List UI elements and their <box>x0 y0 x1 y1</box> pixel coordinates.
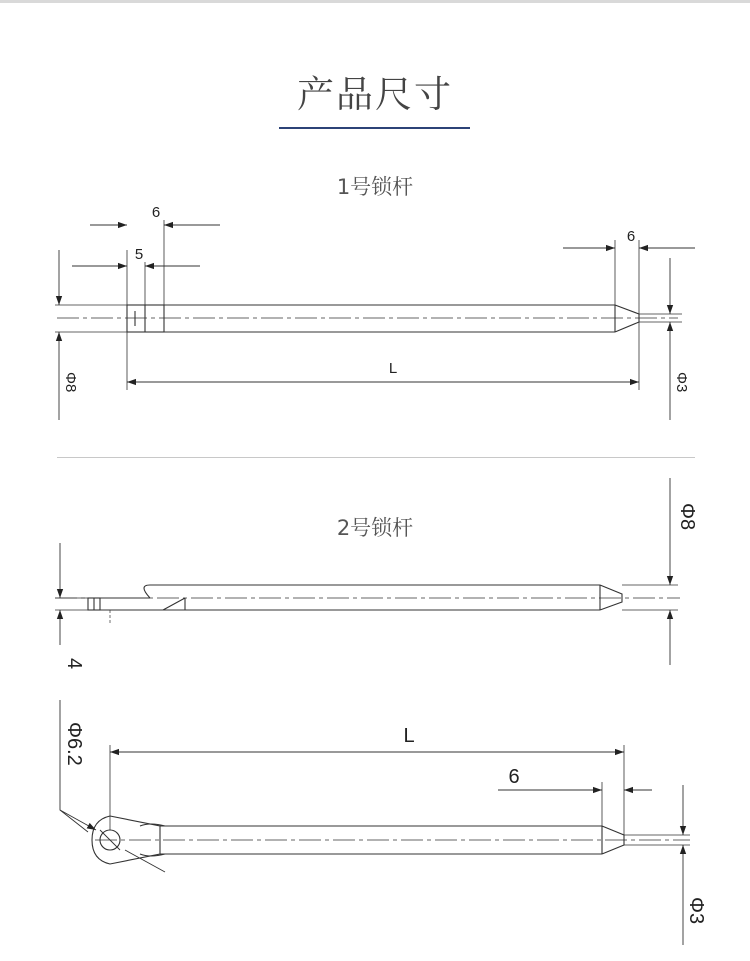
rod2-dim-tip: 6 <box>508 766 520 788</box>
rod1-dim-shaft-dia: Φ8 <box>62 372 79 393</box>
rod1-label: 1号锁杆 <box>336 175 414 199</box>
rod1-drawing <box>55 220 695 420</box>
page-title: 产品尺寸 <box>297 73 453 116</box>
rod2-dim-shaft-dia: Φ8 <box>676 503 698 531</box>
rod2-side-drawing <box>55 478 680 665</box>
rod1-dim-length: L <box>388 360 398 377</box>
rod2-top-drawing <box>60 700 690 945</box>
rod2-dim-length: L <box>403 725 415 747</box>
rod2-dim-tab: 4 <box>63 658 85 670</box>
rod1-dim-neck: 5 <box>134 246 144 263</box>
rod1-dim-tip-dia: Φ3 <box>673 372 690 393</box>
rod1-dim-collar: 6 <box>151 204 161 221</box>
rod2-dim-tip-dia: Φ3 <box>685 897 707 925</box>
rod2-label: 2号锁杆 <box>336 516 414 540</box>
rod2-dim-eye-dia: Φ6.2 <box>63 722 85 766</box>
rod1-dim-tip: 6 <box>626 228 636 245</box>
